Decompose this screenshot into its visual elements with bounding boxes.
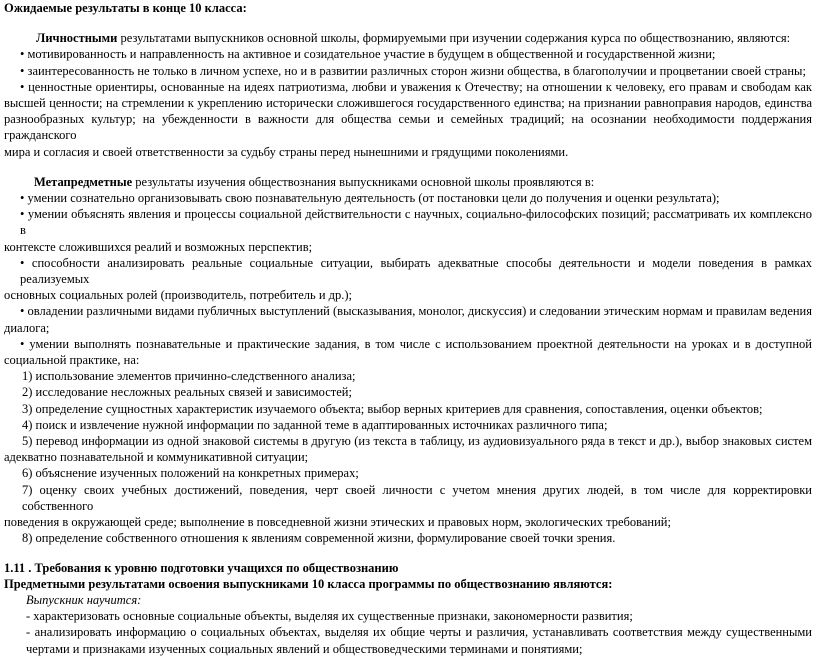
meta-bullet-5-line-1: • умении выполнять познавательные и практические задания, в том числе с использованием проектной деятельности на уроках и в доступной [20,336,812,351]
meta-bullet-4-line-1: • овладении различными видами публичных выступлений (высказывания, монолог, дискуссия) и следовании этическим нормам и правилам ведения [20,304,812,319]
meta-bullet-2-line-1: • умении объяснять явления и процессы социальной действительности с научных, социально-философских позиций; рассматривать их комплексно в [20,207,812,238]
meta-results-intro: Метапредметные результаты изучения обществознания выпускниками основной школы проявляются в: [34,174,595,189]
meta-item-8: 8) определение собственного отношения к явлениям современной жизни, формулирование своей точки зрения. [22,531,616,546]
meta-bullet-5-line-2: социальной практике, на: [4,353,140,368]
document-heading: Ожидаемые результаты в конце 10 класса: [4,1,247,15]
learner-item-2-line-2: чертами и признаками изученных социальных явлений и обществоведческими терминами и понятиями; [26,641,583,656]
learner-label: Выпускник научится: [26,592,142,607]
meta-item-5-line-1: 5) перевод информации из одной знаковой системы в другую (из текста в таблицу, из аудиовизуального ряда в текст и др.), выбор знаковых систем [22,434,812,449]
meta-item-5-line-2: адекватно познавательной и коммуникативной ситуации; [4,450,309,465]
meta-item-6: 6) объяснение изученных положений на конкретных примерах; [22,466,359,481]
personal-bullet-1: • мотивированность и направленность на активное и созидательное участие в будущем в общественной и государственной жизни; [20,47,716,62]
meta-item-3: 3) определение сущностных характеристик изучаемого объекта; выбор верных критериев для сравнения, сопоставления, оценки объектов; [22,401,763,416]
learner-item-2-line-1: - анализировать информацию о социальных объектах, выделяя их общие черты и различия, устанавливать соответствия между существенными [26,625,812,640]
personal-bullet-3-line-1: • ценностные ориентиры, основанные на идеях патриотизма, любви и уважения к Отечеству; на отношении к человеку, его правам и свободам как [20,79,812,94]
meta-bullet-3-line-1: • способности анализировать реальные социальные ситуации, выбирать адекватные способы деятельности и модели поведения в рамках реализуемых [20,255,812,287]
meta-bullet-4-line-2: диалога; [4,320,50,335]
section-title: 1.11 . Требования к уровню подготовки учащихся по обществознанию [4,560,399,575]
personal-bullet-3-line-2: высшей ценности; на стремлении к укреплению исторически сложившегося государственного единства; на признании равноправия народов, единства [4,96,812,111]
personal-bullet-3-line-4: мира и согласия и своей ответственности за судьбу страны перед нынешними и грядущими поколениями. [4,144,569,159]
meta-item-7-line-1: 7) оценку своих учебных достижений, поведения, черт своей личности с учетом мнения других людей, в том числе для корректировки собственного [22,482,812,513]
meta-item-4: 4) поиск и извлечение нужной информации по заданной теме в адаптированных источниках различного типа; [22,417,608,432]
personal-results-intro: Личностными результатами выпускников основной школы, формируемыми при изучении содержания курса по обществознанию, являются: [36,31,791,46]
document-page [4,0,812,657]
meta-results-term: Метапредметные [34,174,133,189]
personal-bullet-3-line-3: разнообразных культур; на убежденности в важности для общества семьи и семейных традиций; на осознании необходимости поддержания гражданского [4,112,812,143]
learner-item-1: - характеризовать основные социальные объекты, выделяя их существенные признаки, закономерности развития; [26,609,633,624]
meta-item-2: 2) исследование несложных реальных связей и зависимостей; [22,385,352,400]
personal-results-term: Личностными [36,31,118,46]
meta-item-7-line-2: поведения в окружающей среде; выполнение в повседневной жизни этических и правовых норм, экологических требований; [4,515,671,530]
meta-bullet-3-line-2: основных социальных ролей (производитель, потребитель и др.); [4,288,353,303]
meta-item-1: 1) использование элементов причинно-следственного анализа; [22,369,356,384]
section-subtitle: Предметными результатами освоения выпускниками 10 класса программы по обществознанию являются: [4,576,613,591]
personal-bullet-2: • заинтересованность не только в личном успехе, но и в развитии различных сторон жизни общества, в благополучии и процветании своей страны; [20,63,806,78]
meta-bullet-1: • умении сознательно организовывать свою познавательную деятельность (от постановки цели до получения и оценки результата); [20,191,720,206]
meta-bullet-2-line-2: контексте сложившихся реалий и возможных перспектив; [4,239,313,254]
